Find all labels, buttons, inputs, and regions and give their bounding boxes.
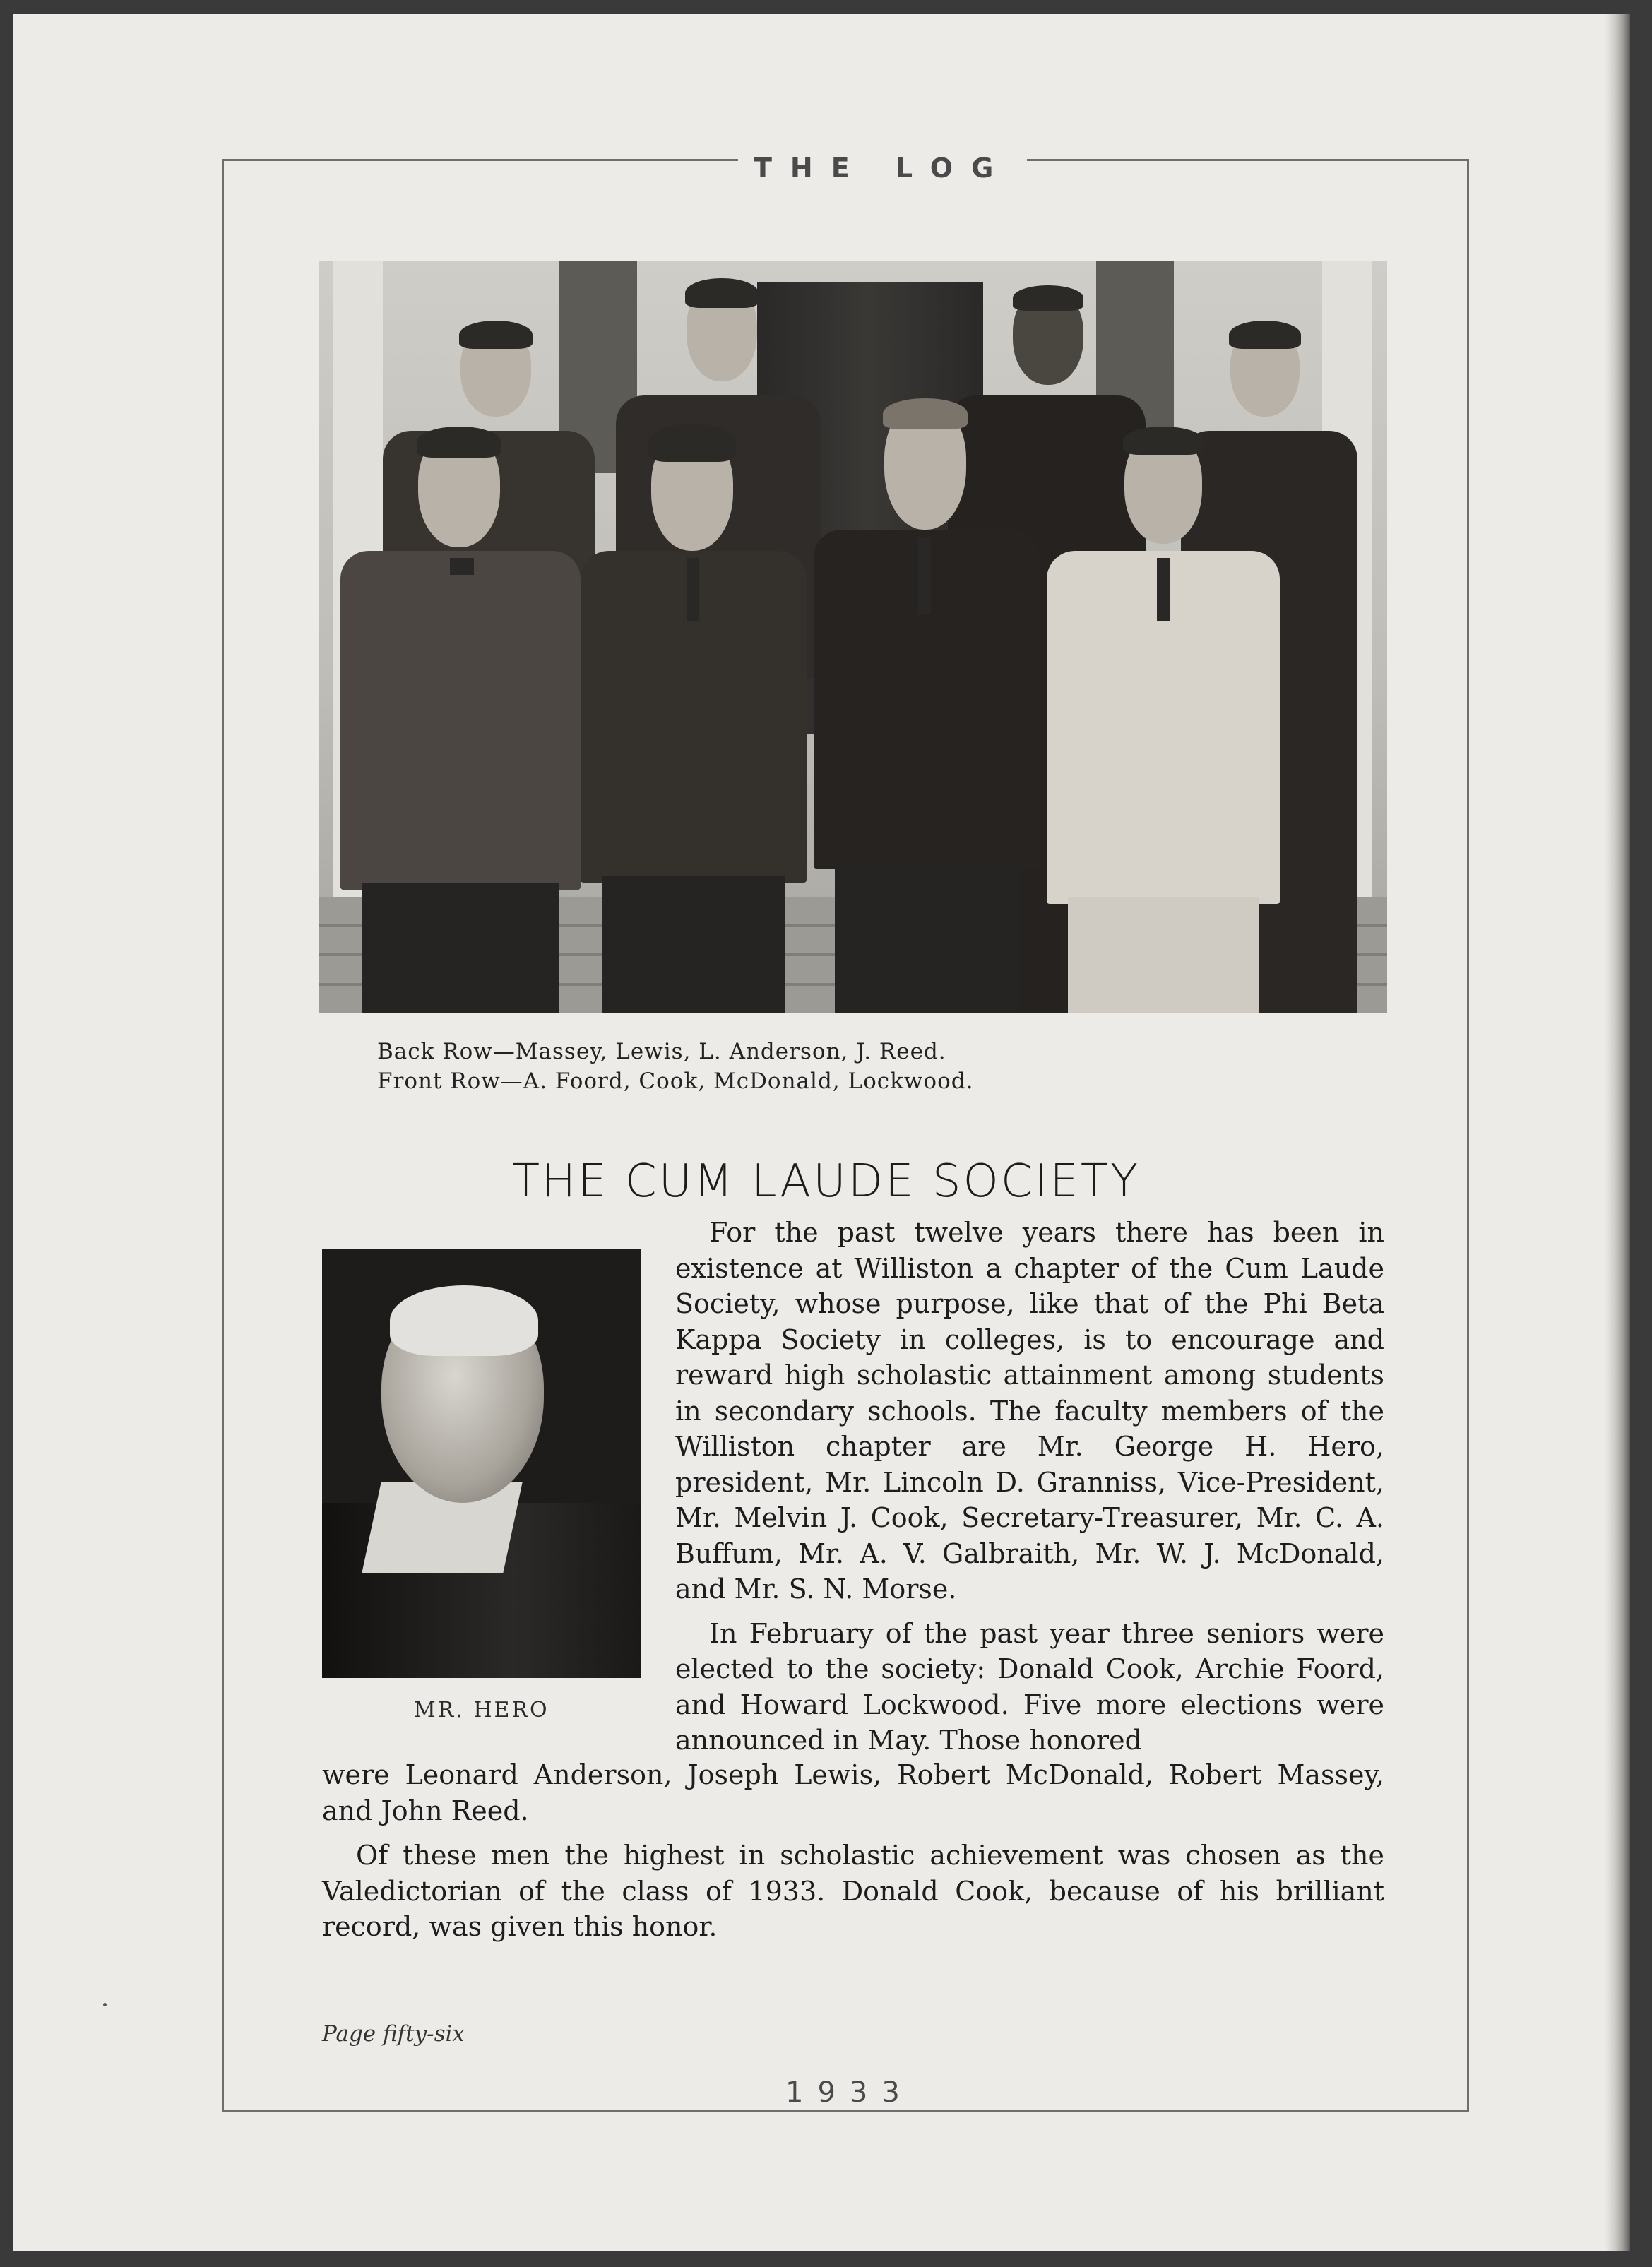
page-spine-shadow [1605,14,1630,2251]
caption-back-row: Back Row—Massey, Lewis, L. Anderson, J. Reed. [377,1039,946,1064]
article-paragraph-3: Of these men the highest in scholastic achievement was chosen as the Valedictorian of the class of 1933. Donald Cook, because of his brilliant record, was given this honor. [322,1840,1384,1942]
article-paragraph-2-continued: were Leonard Anderson, Joseph Lewis, Robert McDonald, Robert Massey, and John Reed. [322,1759,1384,1826]
caption-front-row: Front Row—A. Foord, Cook, McDonald, Lockwood. [377,1069,974,1094]
portrait-caption: MR. HERO [414,1698,549,1722]
page-number: Page fifty-six [322,2021,465,2047]
article-column [675,1215,1384,1759]
portrait-hair [390,1285,538,1356]
group-photo [319,261,1387,1013]
article-paragraph-1: For the past twelve years there has been in existence at Williston a chapter of the Cum Laude Society, whose purpose, like that of the Phi Beta Kappa Society in colleges, is to encourage and reward high scholastic attainment among students in secondary schools. The faculty members of the Williston chapter are Mr. George H. Hero, president, Mr. Lincoln D. Granniss, Vice-President, Mr. Melvin J. Cook, Secretary-Treasurer, Mr. C. A. Buffum, Mr. A. V. Galbraith, Mr. W. J. McDonald, and Mr. S. N. Morse. [675,1217,1384,1605]
article-paragraph-2: In February of the past year three seniors were elected to the society: Donald Cook, Archie Foord, and Howard Lockwood. Five more elections were announced in May. Those honored [675,1617,1384,1756]
article-continuation [322,1757,1384,1828]
running-footer-year: 1933 [770,2076,929,2109]
article-title: THE CUM LAUDE SOCIETY [511,1155,1141,1208]
paper-speck [103,2003,107,2006]
article-closing [322,1838,1384,1945]
running-header: THE LOG [738,153,1027,184]
photo-caption [377,1037,973,1096]
portrait-photo [322,1249,641,1678]
